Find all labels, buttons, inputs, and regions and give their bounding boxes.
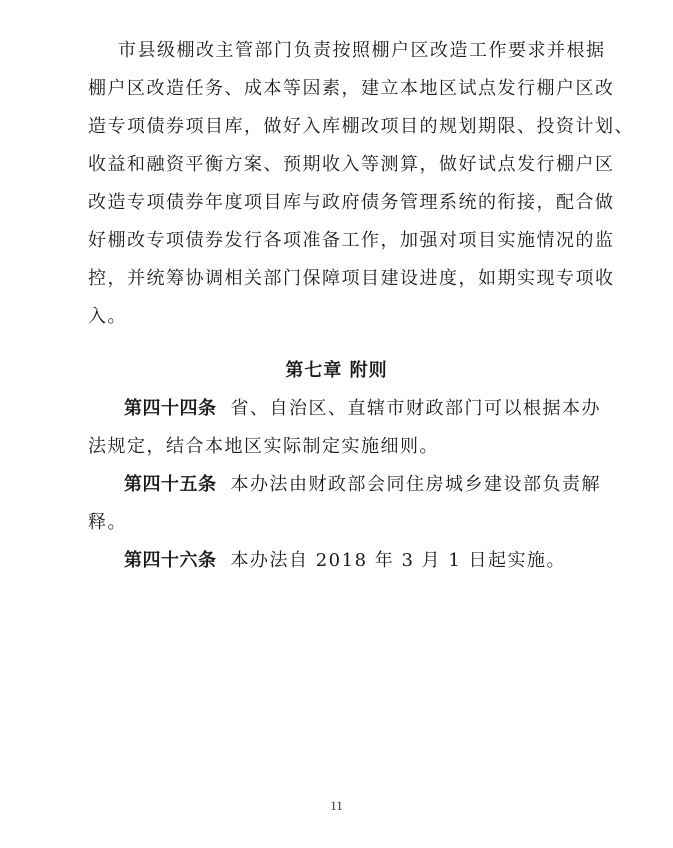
article-46-text: 本办法自 2018 年 3 月 1 日起实施。 xyxy=(230,550,567,571)
page-number: 11 xyxy=(330,798,343,813)
article-45-label: 第四十五条 xyxy=(124,474,217,495)
paragraph-line-7: 控，并统筹协调相关部门保障项目建设进度，如期实现专项收 xyxy=(88,268,615,289)
article-44-line-1 xyxy=(124,390,644,428)
paragraph-line-3: 造专项债券项目库，做好入库棚改项目的规划期限、投资计划、 xyxy=(88,116,634,137)
paragraph-line-8: 入。 xyxy=(88,306,127,327)
article-44-label: 第四十四条 xyxy=(124,398,217,419)
article-46-line-1 xyxy=(124,542,644,580)
article-44-text: 省、自治区、直辖市财政部门可以根据本办 xyxy=(230,398,601,419)
article-44-line-2: 法规定，结合本地区实际制定实施细则。 xyxy=(88,436,439,457)
paragraph-line-5: 改造专项债券年度项目库与政府债务管理系统的衔接，配合做 xyxy=(88,192,615,213)
chapter-heading: 第七章 附则 xyxy=(285,360,388,381)
paragraph-line-4: 收益和融资平衡方案、预期收入等测算，做好试点发行棚户区 xyxy=(88,154,615,175)
article-45-text: 本办法由财政部会同住房城乡建设部负责解 xyxy=(230,474,601,495)
article-46-label: 第四十六条 xyxy=(124,550,217,571)
paragraph-line-6: 好棚改专项债券发行各项准备工作，加强对项目实施情况的监 xyxy=(88,230,615,251)
paragraph-line-1: 市县级棚改主管部门负责按照棚户区改造工作要求并根据 xyxy=(118,40,606,61)
article-45-line-1 xyxy=(124,466,644,504)
article-45-line-2: 释。 xyxy=(88,512,127,533)
paragraph-line-2: 棚户区改造任务、成本等因素，建立本地区试点发行棚户区改 xyxy=(88,78,615,99)
